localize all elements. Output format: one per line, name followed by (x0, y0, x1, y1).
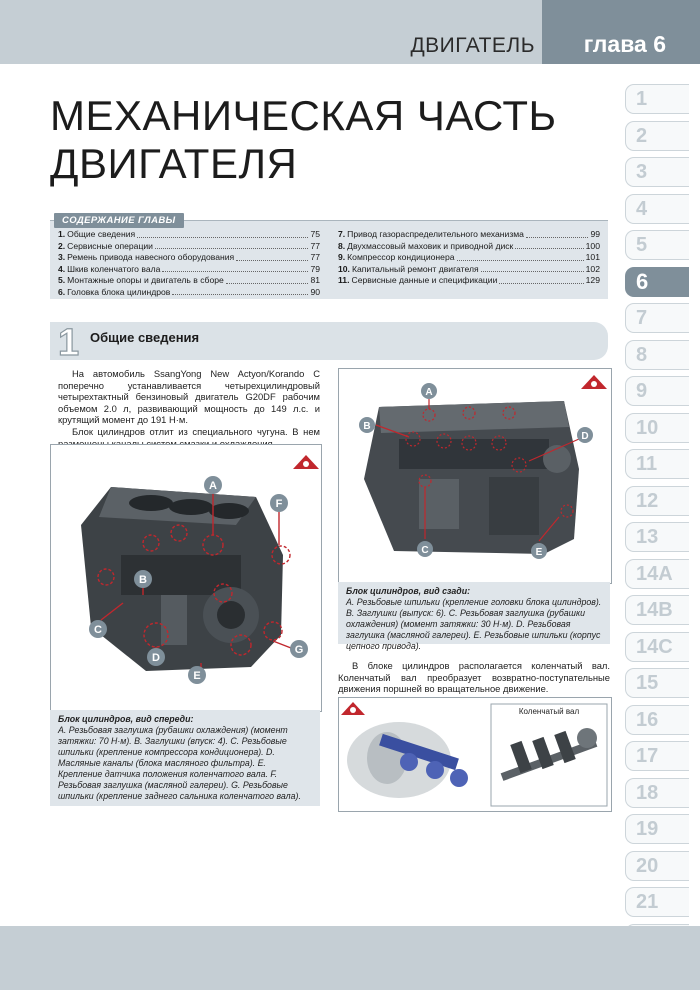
header-band (0, 0, 700, 64)
chapter-tab-7[interactable]: 7 (625, 303, 689, 333)
contents-label: СОДЕРЖАНИЕ ГЛАВЫ (54, 213, 184, 228)
intro-paragraph-1: На автомобиль SsangYong New Actyon/Korando C поперечно устанавливается четырехцилиндровый четырехтактный бензиновый двигатель G20DF рабочим объемом 2.0 л, развивающий мощность до 149 л.с. и крутящий момент до 191 Н·м. (58, 368, 320, 426)
chapter-contents (50, 215, 608, 299)
chapter-tab-18[interactable]: 18 (625, 778, 689, 808)
contents-item-number: 6. (58, 286, 66, 297)
label-E: E (535, 547, 543, 558)
contents-item[interactable] (338, 275, 600, 287)
contents-item-page: 90 (310, 286, 320, 297)
contents-item-page: 102 (585, 263, 600, 274)
page-title (50, 92, 557, 188)
contents-item-title: Сервисные данные и спецификации (351, 275, 498, 285)
contents-item-number: 9. (338, 252, 346, 262)
contents-item[interactable] (58, 241, 320, 253)
contents-item-page: 129 (585, 275, 600, 285)
contents-item[interactable] (338, 241, 600, 253)
contents-item-title: Головка блока цилиндров (67, 286, 171, 297)
contents-leader-dots (137, 229, 308, 238)
chapter-tab-2[interactable]: 2 (625, 121, 689, 151)
contents-item-page: 77 (310, 252, 320, 262)
chapter-tab-20[interactable]: 20 (625, 851, 689, 881)
label-B: B (139, 574, 147, 586)
crankshaft-illustration (339, 698, 611, 811)
contents-item-number: 7. (338, 229, 346, 239)
contents-item-title: Двухмассовый маховик и приводной диск (347, 240, 514, 251)
chapter-label: глава 6 (583, 31, 666, 57)
contents-item-number: 3. (58, 252, 66, 262)
contents-item-title: Капитальный ремонт двигателя (351, 263, 479, 274)
contents-item[interactable] (58, 252, 320, 264)
contents-item-page: 101 (585, 252, 600, 262)
contents-item-title: Привод газораспределительного механизма (347, 229, 524, 239)
contents-column-right (338, 229, 600, 287)
contents-leader-dots (499, 275, 583, 284)
contents-item-number: 2. (58, 240, 66, 251)
caption-title: Блок цилиндров, вид сзади: (346, 586, 471, 596)
contents-leader-dots (515, 241, 583, 250)
contents-leader-dots (457, 252, 584, 261)
label-D: D (581, 431, 589, 442)
contents-leader-dots (172, 287, 308, 296)
contents-leader-dots (481, 264, 584, 273)
title-line-1: МЕХАНИЧЕСКАЯ ЧАСТЬ (50, 92, 557, 139)
contents-leader-dots (526, 229, 588, 238)
contents-item[interactable] (58, 229, 320, 241)
chapter-tab-15[interactable]: 15 (625, 668, 689, 698)
section-title: Общие сведения (90, 330, 200, 345)
contents-item-title: Компрессор кондиционера (347, 252, 455, 262)
crankshaft-paragraph: В блоке цилиндров располагается коленчатый вал. Коленчатый вал преобразует возвратно-поступательные движения поршней во вращательное движение. (338, 660, 610, 695)
contents-column-left (58, 229, 320, 298)
contents-item-page: 77 (310, 240, 320, 251)
chapter-tab-8[interactable]: 8 (625, 340, 689, 370)
crankshaft-text (338, 660, 610, 695)
contents-item[interactable] (338, 252, 600, 264)
contents-item-number: 4. (58, 263, 66, 274)
footer-band (0, 926, 700, 990)
chapter-tab-3[interactable]: 3 (625, 157, 689, 187)
contents-item-number: 10. (338, 263, 350, 274)
chapter-tab-17[interactable]: 17 (625, 741, 689, 771)
crankshaft-inset-label: Коленчатый вал (518, 707, 580, 716)
chapter-tab-6[interactable]: 6 (625, 267, 689, 297)
contents-item[interactable] (338, 229, 600, 241)
logo-icon (293, 455, 319, 469)
label-F: F (275, 498, 283, 510)
contents-item-page: 75 (310, 229, 320, 239)
contents-item[interactable] (58, 264, 320, 276)
contents-item-title: Ремень привода навесного оборудования (67, 252, 235, 262)
contents-item-page: 81 (310, 275, 320, 285)
chapter-tab-4[interactable]: 4 (625, 194, 689, 224)
caption-block-rear (338, 582, 610, 651)
chapter-tab-13[interactable]: 13 (625, 522, 689, 552)
chapter-tab-14c[interactable]: 14C (625, 632, 689, 662)
contents-item-title: Шкив коленчатого вала (67, 263, 161, 274)
label-C: C (94, 624, 102, 636)
caption-body: A. Резьбовые шпильки (крепление головки блока цилиндров). B. Заглушки (выпуск: 6). C. Резьбовая заглушка (рубашки охлаждения) (момент затяжки: 30 Н·м). D. Резьбовая заглушка (масляной галереи). E. Резьбовые шпильки (корпус цепного привода). (346, 597, 602, 651)
figure-block-front (50, 444, 322, 712)
chapter-tab-16[interactable]: 16 (625, 705, 689, 735)
chapter-tab-14b[interactable]: 14B (625, 595, 689, 625)
contents-item-number: 1. (58, 229, 66, 239)
logo-icon (581, 375, 607, 389)
contents-item-page: 99 (590, 229, 600, 239)
engine-block-front-drawing (81, 487, 283, 671)
contents-leader-dots (162, 264, 308, 273)
title-line-2: ДВИГАТЕЛЯ (50, 140, 298, 187)
contents-item-title: Общие сведения (67, 229, 136, 239)
contents-item[interactable] (58, 275, 320, 287)
label-A: A (425, 387, 433, 398)
engine-block-rear-illustration (339, 369, 611, 583)
contents-item-title: Монтажные опоры и двигатель в сборе (67, 275, 224, 285)
caption-block-front (50, 710, 320, 806)
contents-item-number: 5. (58, 275, 66, 285)
contents-item-page: 100 (585, 240, 600, 251)
label-E: E (193, 670, 201, 682)
figure-block-rear (338, 368, 612, 584)
label-G: G (294, 644, 304, 656)
chapter-badge (542, 0, 700, 64)
chapter-tab-11[interactable]: 11 (625, 449, 689, 479)
chapter-tab-21[interactable]: 21 (625, 887, 689, 917)
caption-title: Блок цилиндров, вид спереди: (58, 714, 194, 724)
label-A: A (209, 480, 217, 492)
contents-leader-dots (236, 252, 308, 261)
contents-item-page: 79 (310, 263, 320, 274)
contents-leader-dots (226, 275, 309, 284)
logo-icon (341, 702, 365, 715)
crankshaft-block-drawing (347, 722, 468, 798)
chapter-tab-1[interactable]: 1 (625, 84, 689, 114)
chapter-tab-9[interactable]: 9 (625, 376, 689, 406)
contents-item-number: 11. (338, 275, 350, 285)
chapter-tab-19[interactable]: 19 (625, 814, 689, 844)
chapter-tab-10[interactable]: 10 (625, 413, 689, 443)
chapter-tab-12[interactable]: 12 (625, 486, 689, 516)
chapter-tab-5[interactable]: 5 (625, 230, 689, 260)
chapter-tabs (625, 84, 689, 960)
engine-block-front-illustration (51, 445, 321, 711)
section-number: 1 (58, 322, 80, 364)
contents-item-number: 8. (338, 240, 346, 251)
section-heading (50, 322, 608, 364)
contents-item[interactable] (338, 264, 600, 276)
contents-leader-dots (155, 241, 308, 250)
caption-body: A. Резьбовая заглушка (рубашки охлаждения) (момент затяжки: 70 Н·м). B. Заглушки (впуск: 4). C. Резьбовые шпильки (крепление компрессора кондиционера). D. Масляные каналы (блока масляного фильтра). E. Крепление датчика положения коленчатого вала. F. Резьбовая заглушка (масляной галереи). G. Резьбовые шпильки (крепление заднего сальника коленчатого вала). (58, 725, 301, 801)
figure-crankshaft (338, 697, 612, 812)
label-C: C (421, 545, 429, 556)
label-D: D (152, 652, 160, 664)
label-B: B (363, 421, 371, 432)
contents-item-title: Сервисные операции (67, 240, 153, 251)
contents-item[interactable] (58, 287, 320, 299)
section-name: ДВИГАТЕЛЬ (410, 34, 535, 57)
intro-paragraph-2: Блок цилиндров отлит из специального чугуна. В нем (72, 425, 320, 437)
intro-text (58, 368, 320, 449)
chapter-tab-14a[interactable]: 14A (625, 559, 689, 589)
